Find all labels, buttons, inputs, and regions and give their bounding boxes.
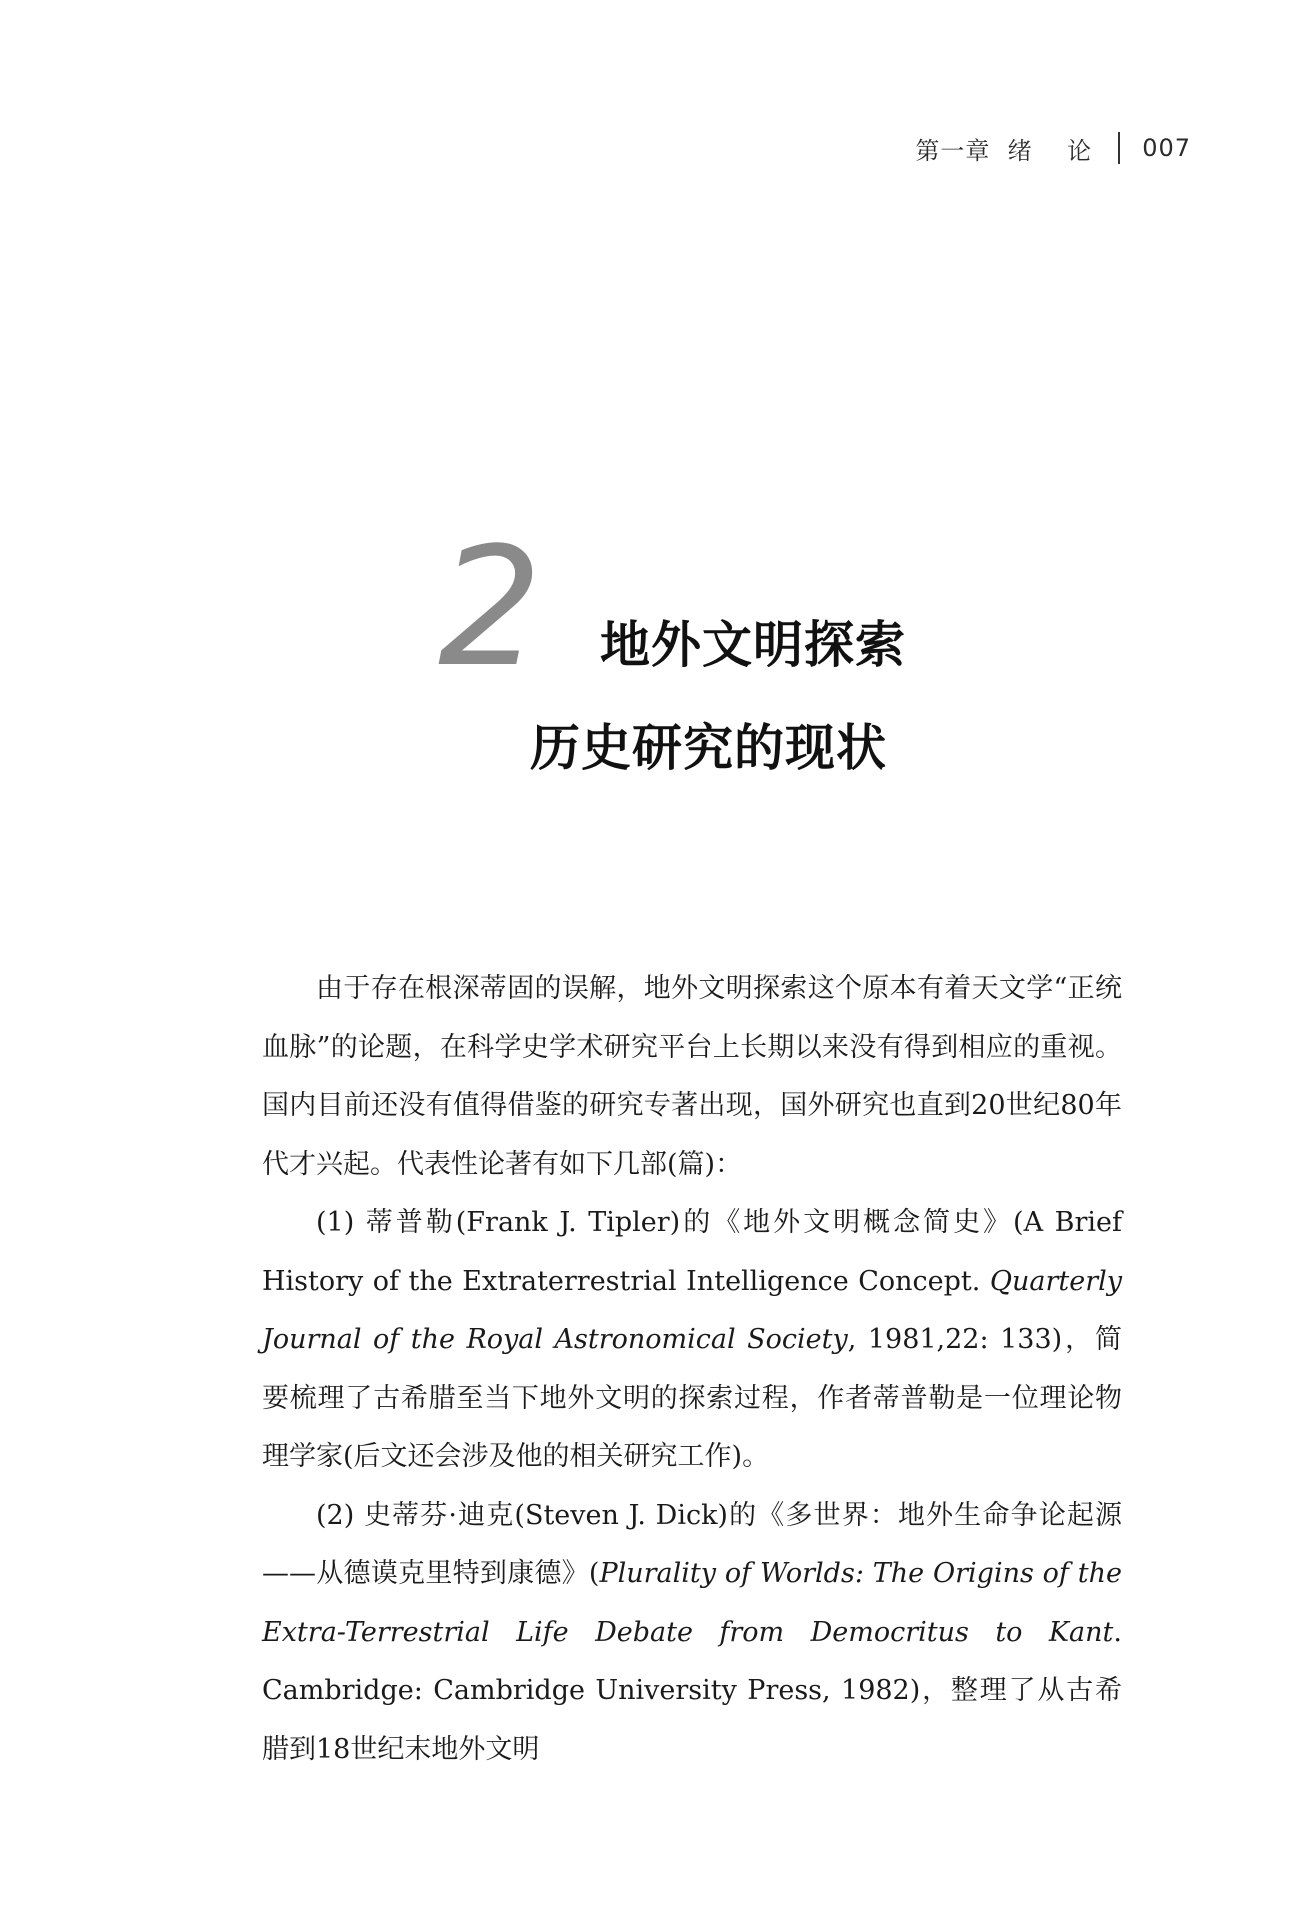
section-number: 2 [438,512,543,703]
section-heading [0,512,1299,790]
body-text [262,960,1122,1779]
item2-book: Plurality of Worlds: The Origins of the Extra-Terrestrial Life Debate from Democritus to Kant [262,1558,1122,1648]
item1-text-a: (1) 蒂普勒(Frank J. Tipler)的《地外文明概念简史》(A Brief History of the Extraterrestrial Intelligence Concept. [262,1207,1122,1297]
header-divider [1118,132,1120,164]
chapter-label: 第一章 绪 论 [915,136,1093,165]
item1-journal: Quarterly Journal of the Royal Astronomical Society [262,1265,1122,1355]
item1-text-b: , 1981,22: 133)，简要梳理了古希腊至当下地外文明的探索过程，作者蒂普勒是一位理论物理学家(后文还会涉及他的相关研究工作)。 [262,1324,1122,1472]
item2-text-b: . Cambridge: Cambridge University Press, 1982)，整理了从古希腊到18世纪末地外文明 [262,1616,1122,1765]
reference-item-2 [262,1487,1122,1780]
page-number: 007 [1142,134,1191,162]
intro-paragraph: 由于存在根深蒂固的误解，地外文明探索这个原本有着天文学“正统血脉”的论题，在科学史学术研究平台上长期以来没有得到相应的重视。国内目前还没有值得借鉴的研究专著出现，国外研究也直到20世纪80年代才兴起。代表性论著有如下几部(篇)： [262,973,1122,1180]
section-title-line1: 地外文明探索 [600,616,906,674]
section-title-line2: 历史研究的现状 [530,719,887,777]
running-header [915,128,1191,168]
item2-text-a: (2) 史蒂芬·迪克(Steven J. Dick)的《多世界：地外生命争论起源——从德谟克里特到康德》( [262,1499,1122,1589]
reference-item-1 [262,1194,1122,1487]
